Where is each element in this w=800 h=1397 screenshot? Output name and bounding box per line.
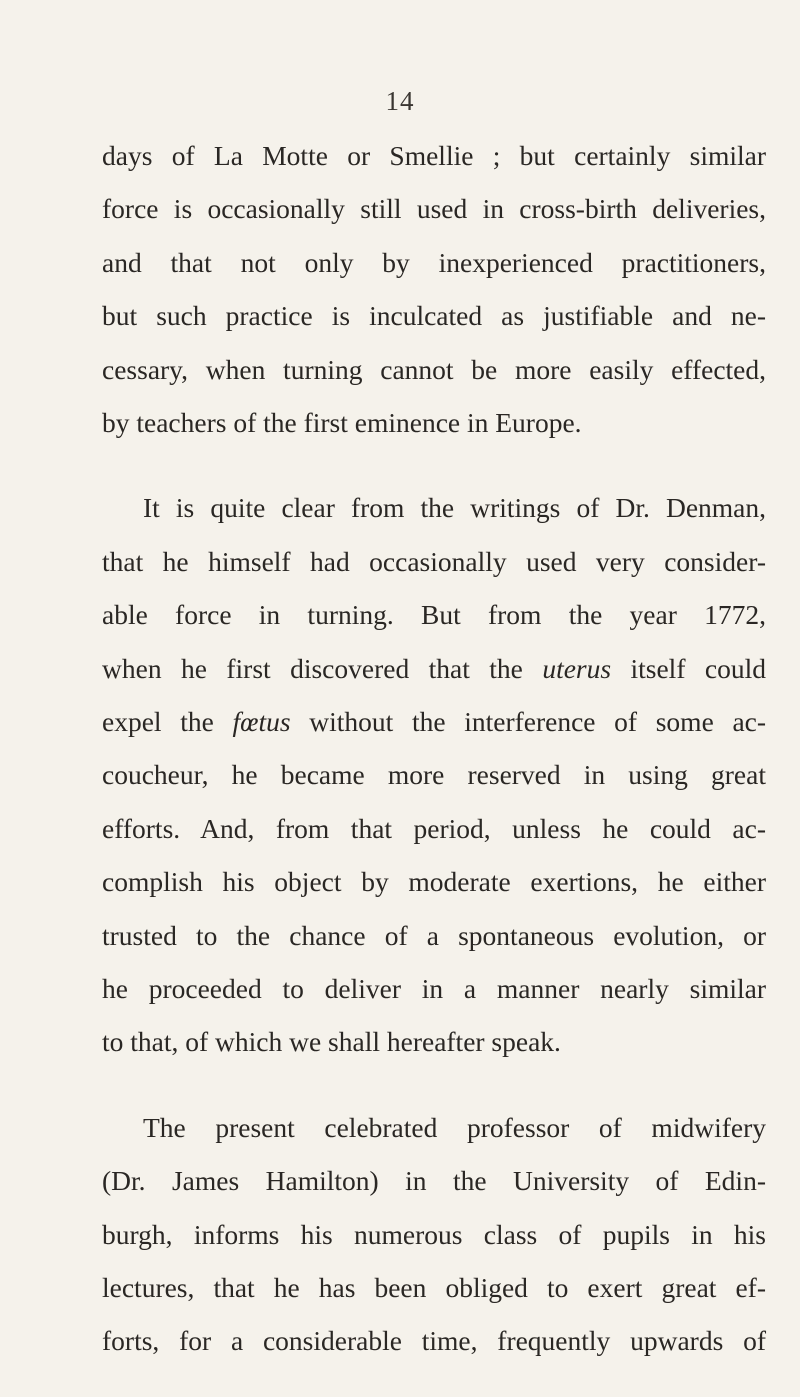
text-line: The present celebrated professor of midwifery <box>143 1112 766 1143</box>
text-segment: itself could <box>630 653 766 684</box>
text-line: burgh, informs his numerous class of pupils in his <box>102 1219 766 1250</box>
text-line: trusted to the chance of a spontaneous evolution, or <box>102 920 766 951</box>
text-line: It is quite clear from the writings of Dr. Denman, <box>143 492 766 523</box>
text-line: complish his object by moderate exertions, he either <box>102 866 766 897</box>
text-line: he proceeded to deliver in a manner nearly similar <box>102 973 766 1004</box>
text-line: and that not only by inexperienced practitioners, <box>102 247 766 278</box>
text-line: by teachers of the first eminence in Europe. <box>102 407 582 438</box>
text-line: cessary, when turning cannot be more easily effected, <box>102 354 766 385</box>
text-line: force is occasionally still used in cross-birth deliveries, <box>102 193 766 224</box>
text-line: lectures, that he has been obliged to exert great ef- <box>102 1272 766 1303</box>
text-line: that he himself had occasionally used very consider- <box>102 546 766 577</box>
text-segment: without the interference of some ac- <box>309 706 767 737</box>
text-line: days of La Motte or Smellie ; but certainly similar <box>102 140 766 171</box>
text-line: coucheur, he became more reserved in using great <box>102 759 766 790</box>
text-line-with-italic <box>102 651 766 687</box>
text-segment: expel the <box>102 706 214 737</box>
text-line: able force in turning. But from the year 1772, <box>102 599 766 630</box>
text-line-with-italic <box>102 704 766 740</box>
italic-term-foetus: fœtus <box>232 706 291 737</box>
text-line: but such practice is inculcated as justifiable and ne- <box>102 300 766 331</box>
page-number: 14 <box>385 86 415 116</box>
italic-term-uterus: uterus <box>542 653 612 684</box>
text-line: forts, for a considerable time, frequently upwards of <box>102 1325 766 1356</box>
text-segment: when he first discovered that the <box>102 653 523 684</box>
text-line: efforts. And, from that period, unless he could ac- <box>102 813 766 844</box>
text-line: (Dr. James Hamilton) in the University of Edin- <box>102 1165 766 1196</box>
text-line: to that, of which we shall hereafter speak. <box>102 1026 561 1057</box>
